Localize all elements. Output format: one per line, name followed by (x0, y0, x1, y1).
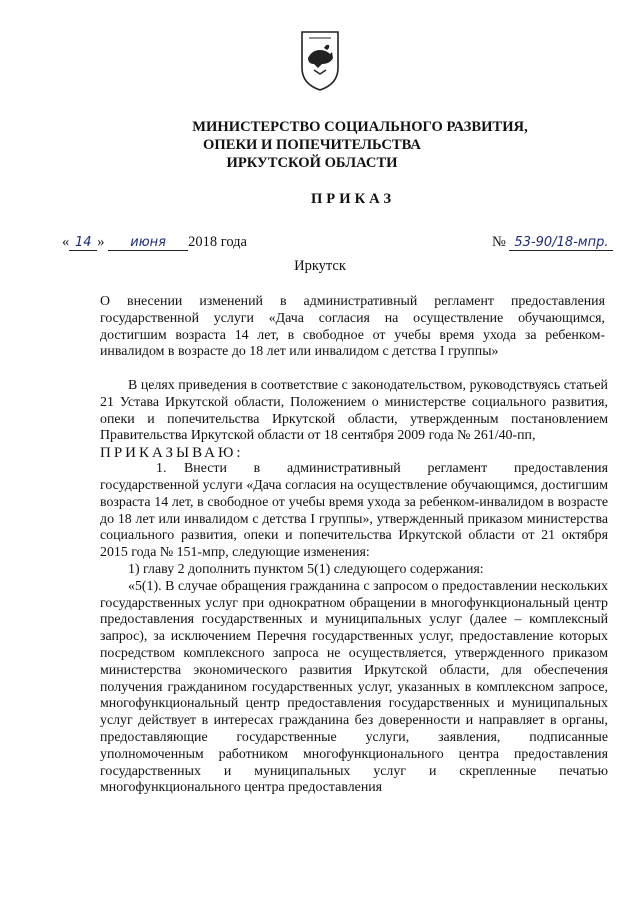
ministry-name-line1: МИНИСТЕРСТВО СОЦИАЛЬНОГО РАЗВИТИЯ, (192, 119, 528, 135)
subitem-1-paragraph: 1) главу 2 дополнить пунктом 5(1) следующего содержания: (128, 561, 484, 577)
order-number: 53-90/18-мпр. (509, 235, 613, 251)
item-1-paragraph (100, 461, 608, 562)
date-month: июня (108, 235, 188, 251)
preamble-paragraph: В целях приведения в соответствие с законодательством, руководствуясь статьей 21 Устава Иркутской области, Положением о министерстве социального развития, опеки и попечительства Иркутской области, утвержденным постановлением Правительства Иркутской области от 18 сентября 2009 года № 261/40-пп, (100, 378, 608, 444)
item-1-number: 1. (156, 461, 167, 477)
order-body (100, 378, 608, 797)
order-date (62, 234, 247, 251)
date-day: 14 (69, 235, 97, 251)
date-year: 2018 года (188, 234, 247, 250)
date-close-quote: » (97, 234, 105, 250)
ministry-name-line3: ИРКУТСКОЙ ОБЛАСТИ (226, 155, 398, 171)
decree-word: ПРИКАЗЫВАЮ: (100, 445, 244, 462)
coat-of-arms-icon (300, 28, 340, 92)
number-sign: № (492, 234, 506, 250)
city: Иркутск (294, 258, 346, 274)
order-number-line (492, 234, 613, 251)
item-1-text: Внести в административный регламент предоставления государственной услуги «Дача согласия на осуществление обучающимся, достигшим возраста 14 лет, в свободное от учебы время ухода за ребенком-инвалидом в возрасте до 18 лет или инвалидом с детства I группы», утвержденный приказом министерства социального развития, опеки и попечительства Иркутской области от 21 октября 2015 года № 151-мпр, следующие изменения: (100, 461, 608, 561)
document-title: ПРИКАЗ (310, 191, 396, 207)
order-subject: О внесении изменений в административный регламент предоставления государственной услуги «Дача согласия на осуществление обучающимся, достигшим возраста 14 лет, в свободное от учебы время ухода за ребенком-инвалидом в возрасте до 18 лет или инвалидом с детства I группы» (100, 294, 605, 360)
quoted-clause-paragraph: «5(1). В случае обращения гражданина с запросом о предоставлении нескольких государственных услуг при однократном обращении в многофункциональный центр предоставления государственных и муниципальных услуг (далее – комплексный запрос), за исключением Перечня государственных услуг, предоставление которых посредством комплексного запроса не осуществляется, утвержденного приказом министерства экономического развития Иркутской области, для обеспечения получения гражданином государственных услуг, указанных в комплексном запросе, многофункциональный центр предоставления государственных и муниципальных услуг действует в интересах гражданина без доверенности и направляет в органы, предоставляющие государственные услуги, заявления, подписанные уполномоченным работником многофункционального центра предоставления государственных и муниципальных услуг и скрепленные печатью многофункционального центра предоставления (100, 578, 608, 796)
date-open-quote: « (62, 234, 70, 250)
ministry-name-line2: ОПЕКИ И ПОПЕЧИТЕЛЬСТВА (203, 137, 421, 153)
